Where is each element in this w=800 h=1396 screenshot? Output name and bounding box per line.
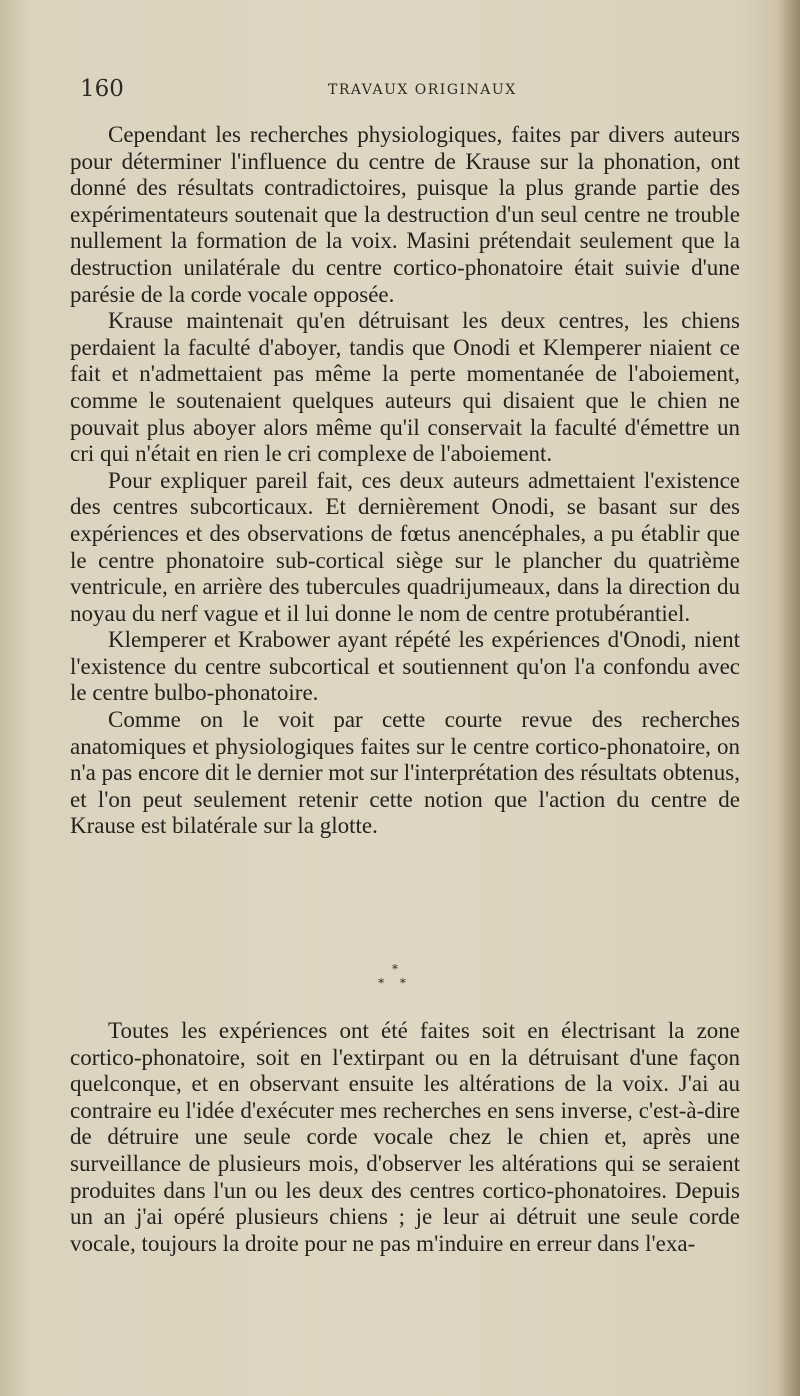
asterism-bottom: * * bbox=[378, 976, 412, 990]
body-text-section-2 bbox=[70, 1018, 740, 1257]
body-text-section-1 bbox=[70, 122, 740, 840]
paragraph: Comme on le voit par cette courte revue des recherches anatomiques et physiologiques faites sur le centre cortico-phonatoire, on n'a pas encore dit le dernier mot sur l'interprétation des résultats obtenus, et l'on peut seulement retenir cette notion que l'action du centre de Krause est bilatérale sur la glotte. bbox=[70, 707, 740, 839]
paragraph: Cependant les recherches physiologiques, faites par divers auteurs pour déterminer l'influence du centre de Krause sur la phonation, ont donné des résultats contradictoires, puisque la plus grande partie des expérimentateurs soutenait que la destruction d'un seul centre ne trouble nullement la formation de la voix. Masini prétendait seulement que la destruction unilatérale du centre cortico-phonatoire était suivie d'une parésie de la corde vocale opposée. bbox=[70, 122, 740, 307]
paragraph: Pour expliquer pareil fait, ces deux auteurs admettaient l'existence des centres subcorticaux. Et dernièrement Onodi, se basant sur des expériences et des observations de fœtus anencéphales, a pu établir que le centre phonatoire sub-cortical siège sur le plancher du quatrième ventricule, en arrière des tubercules quadrijumeaux, dans la direction du noyau du nerf vague et il lui donne le nom de centre protubérantiel. bbox=[70, 467, 740, 626]
paragraph: Toutes les expériences ont été faites soit en électrisant la zone cortico-phonatoire, soit en l'extirpant ou en la détruisant d'une façon quelconque, et en observant ensuite les altérations de la voix. J'ai au contraire eu l'idée d'exécuter mes recherches en sens inverse, c'est-à-dire de détruire une seule corde vocale chez le chien et, après une surveillance de plusieurs mois, d'observer les altérations qui se seraient produites dans l'un ou les deux des centres cortico-phonatoires. Depuis un an j'ai opéré plusieurs chiens ; je leur ai détruit une seule corde vocale, toujours la droite pour ne pas m'induire en erreur dans l'exa- bbox=[70, 1018, 740, 1256]
page-header bbox=[80, 76, 730, 106]
paragraph: Krause maintenait qu'en détruisant les deux centres, les chiens perdaient la faculté d'aboyer, tandis que Onodi et Klemperer niaient ce fait et n'admettaient pas même la perte momentanée de l'aboiement, comme le soutenaient quelques auteurs qui disaient que le chien ne pouvait plus aboyer alors même qu'il conservait la faculté d'émettre un cri qui n'était en rien le cri complexe de l'aboiement. bbox=[70, 308, 740, 467]
running-head: TRAVAUX ORIGINAUX bbox=[328, 82, 517, 98]
section-separator-asterism bbox=[360, 962, 430, 1002]
asterism-top: * bbox=[392, 962, 398, 976]
paragraph: Klemperer et Krabower ayant répété les expériences d'Onodi, nient l'existence du centre subcortical et soutiennent qu'on l'a confondu avec le centre bulbo-phonatoire. bbox=[70, 627, 740, 706]
page-spine-shadow bbox=[778, 0, 800, 1396]
page-number: 160 bbox=[80, 76, 124, 102]
